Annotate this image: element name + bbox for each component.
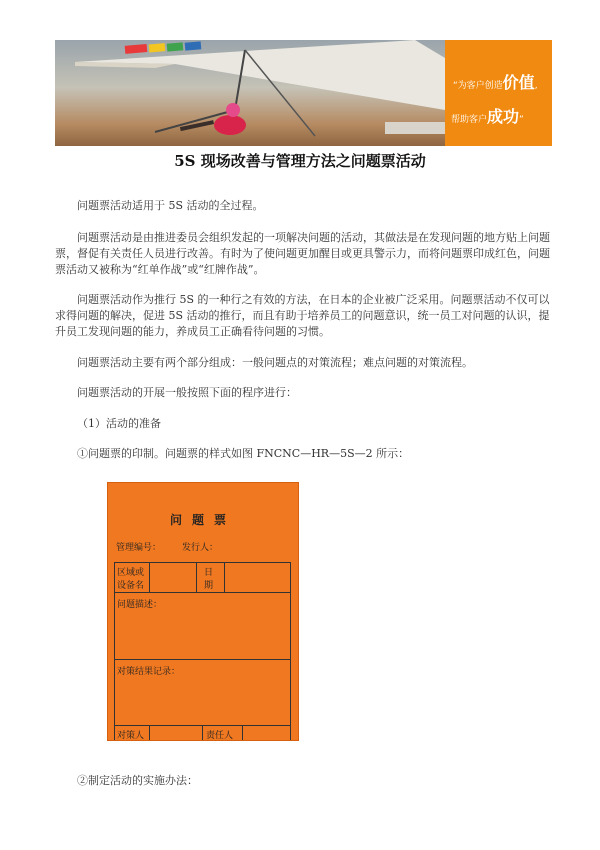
grid-line-row2 [114, 659, 290, 660]
grid-line-date-right [224, 562, 225, 592]
responsible-label: 责任人 [206, 731, 234, 741]
area-label-line1: 区域或 [117, 568, 145, 578]
countermeasure-record-label: 对策结果记录： [117, 667, 181, 677]
grid-line-row1 [114, 592, 290, 593]
wing-stripe-red [125, 44, 148, 54]
mgmt-number-label: 管理编号： [116, 543, 162, 553]
grid-line-left [114, 562, 115, 740]
paragraph-scope: 问题票活动适用于 5S 活动的全过程。 [77, 199, 264, 212]
paragraph-definition: 问题票活动是由推进委员会组织发起的一项解决问题的活动，其做法是在发现问题的地方贴上问题票，督促有关责任人员进行改善。有时为了使问题更加醒目或更具警示力，而将问题票印成红色，问题票活动又被称为“红单作战”或“红牌作战”。 [55, 231, 550, 276]
document-title: 5S 现场改善与管理方法之问题票活动 [174, 152, 426, 170]
grid-line-top [114, 562, 290, 563]
grid-line-responsible-right [242, 725, 243, 740]
handler-label: 对策人 [117, 731, 145, 741]
slogan-line-2: 帮助客户成功” [451, 107, 524, 126]
wing-stripe-blue [185, 41, 202, 50]
grid-line-right [290, 562, 291, 740]
grid-line-responsible [202, 725, 203, 740]
grid-line-date-left [196, 562, 197, 592]
paragraph-procedure: 问题票活动的开展一般按照下面的程序进行： [77, 386, 297, 399]
background-building [385, 122, 445, 134]
problem-ticket-form [107, 482, 299, 741]
slogan-line-1: “为客户创造价值, [453, 73, 538, 92]
form-grid [114, 562, 296, 740]
paragraph-components: 问题票活动主要有两个部分组成：一般问题点的对策流程；难点问题的对策流程。 [77, 356, 473, 369]
date-label-line1: 日 [204, 568, 214, 578]
grid-line-area [149, 562, 150, 592]
hang-glider-illustration [55, 40, 445, 146]
issuer-label: 发行人： [182, 543, 219, 553]
grid-line-handler [149, 725, 150, 740]
form-title: 问题票 [169, 513, 236, 527]
paragraph-adoption: 问题票活动作为推行 5S 的一种行之有效的方法，在日本的企业被广泛采用。问题票活动不仅可以求得问题的解决，促进 5S 活动的推行，而且有助于培养员工的问题意识，统一员工对问题的认识，提升员工发现问题的能力，养成员工正确看待问题的习惯。 [55, 293, 550, 338]
slogan-panel [445, 40, 552, 146]
section-preparation: （1）活动的准备 [77, 417, 161, 430]
wing-stripe-green [167, 42, 184, 51]
pilot-helmet [226, 103, 240, 117]
problem-description-label: 问题描述： [117, 600, 163, 610]
pilot-arm [180, 120, 214, 131]
wing-stripe-yellow [149, 43, 166, 52]
area-label-line2: 设备名 [117, 581, 145, 591]
date-label-line2: 期 [204, 581, 214, 591]
item-implementation: ②制定活动的实施办法： [77, 774, 198, 787]
header-banner [55, 40, 552, 146]
pilot-body [214, 115, 246, 135]
hang-glider-photo [55, 40, 445, 146]
item-printing: ①问题票的印制。问题票的样式如图 FNCNC—HR—5S—2 所示： [77, 447, 410, 460]
